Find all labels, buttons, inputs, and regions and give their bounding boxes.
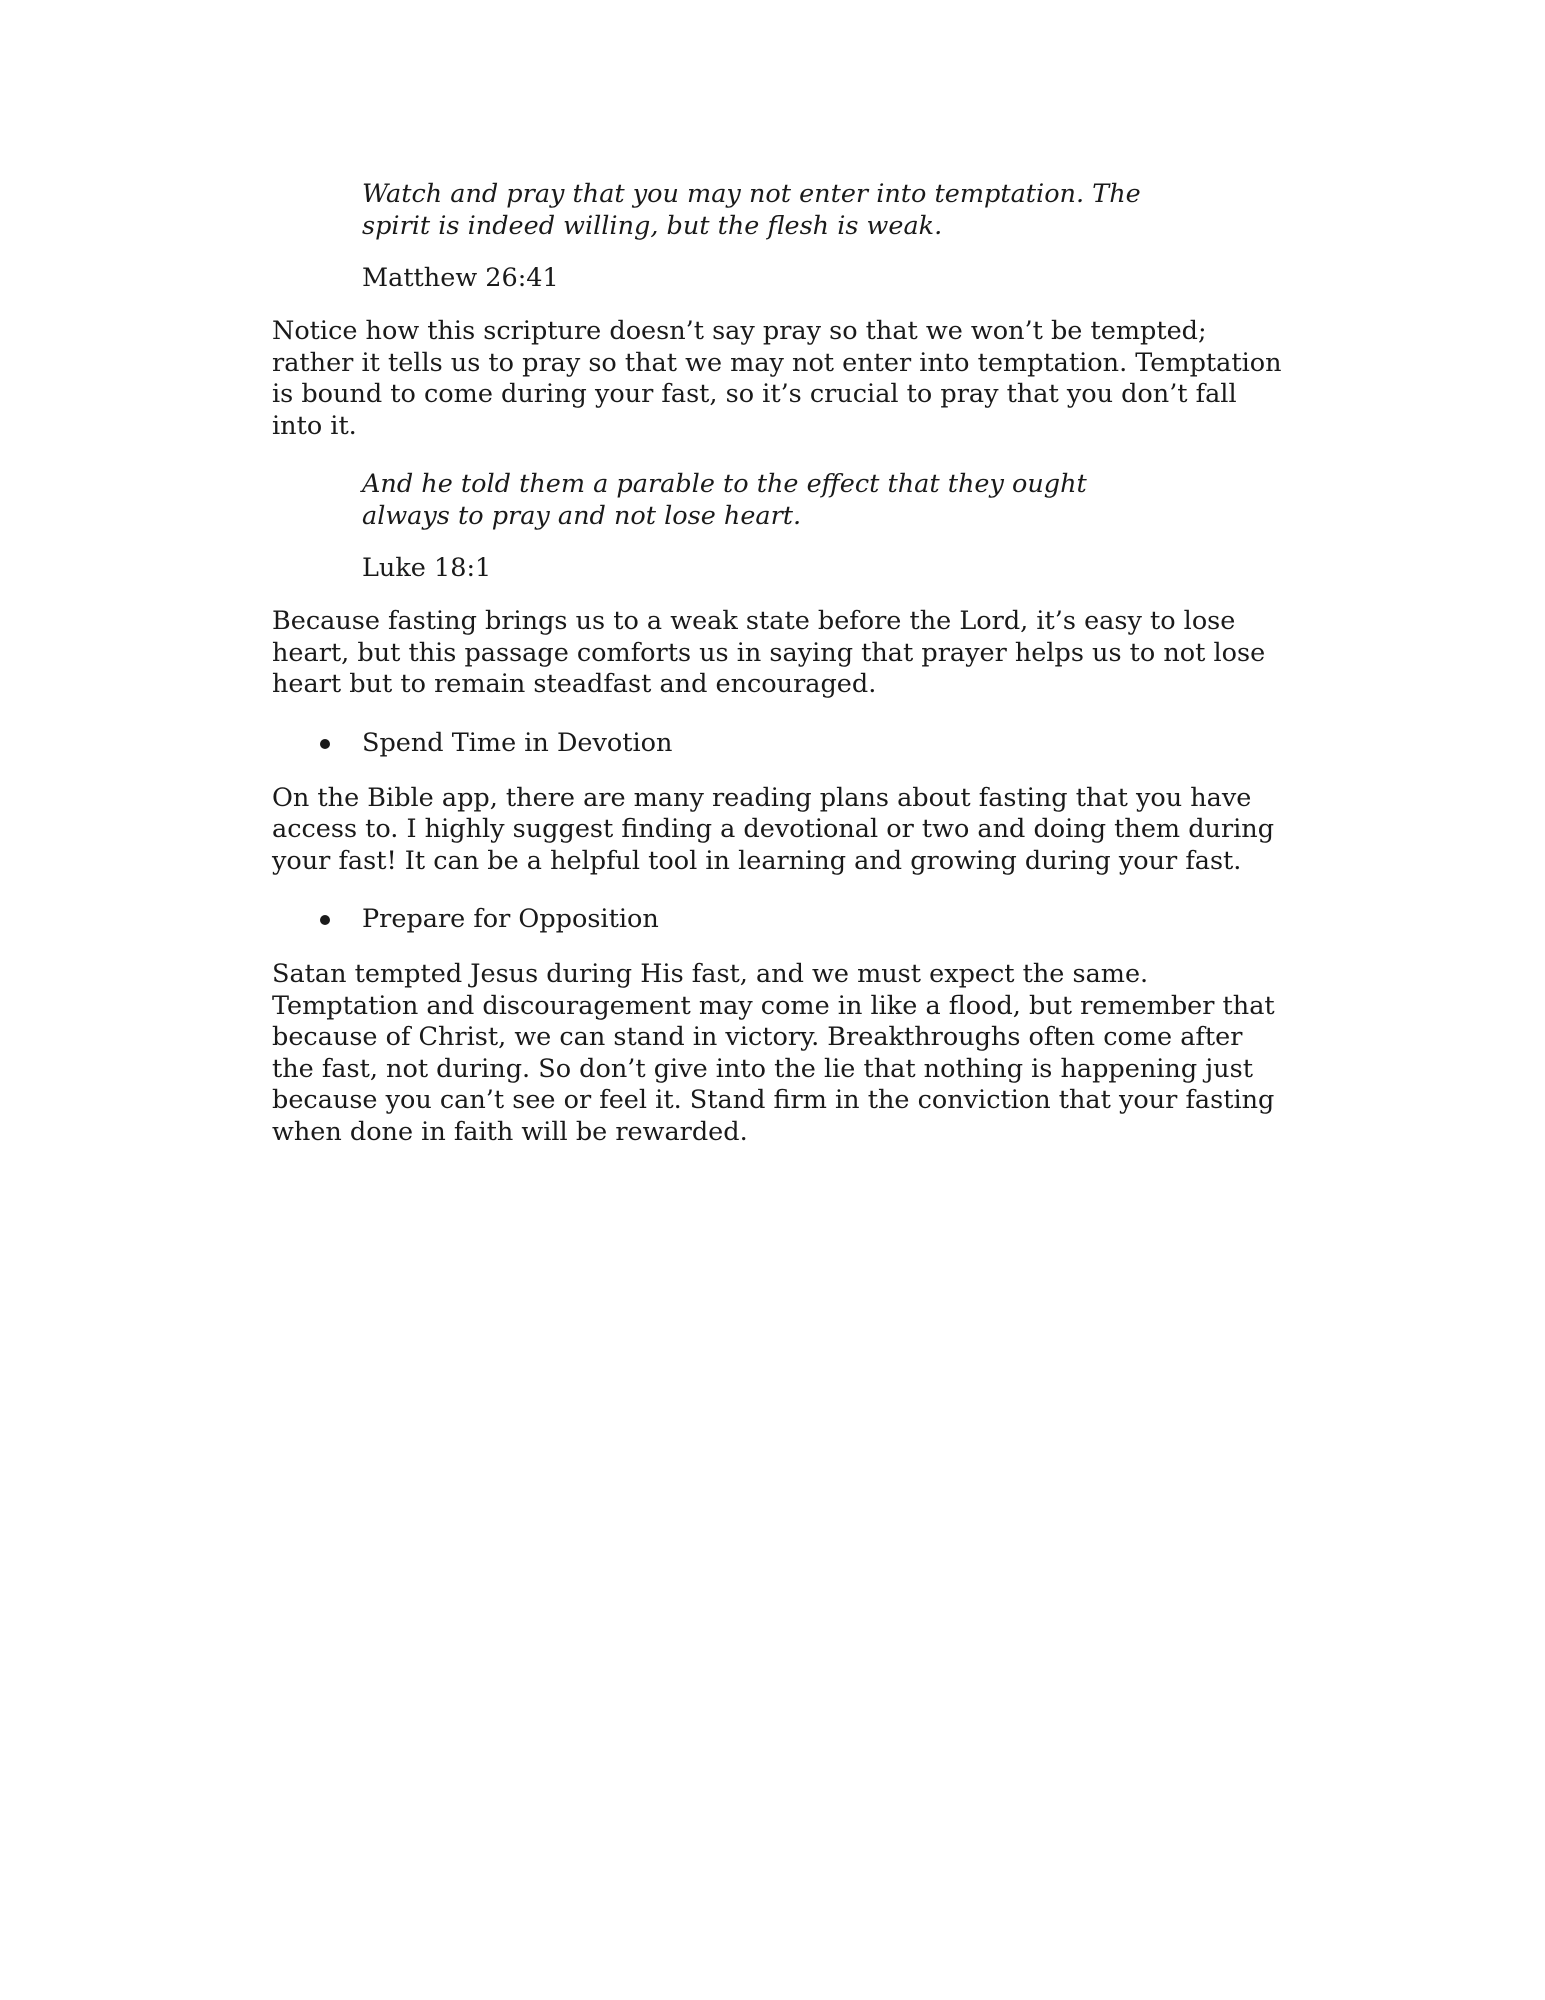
scripture-reference-luke: Luke 18:1	[362, 553, 492, 583]
scripture-quote-luke: And he told them a parable to the effect that they ought always to pray and not lose heart.	[362, 469, 1087, 531]
paragraph-bible-app: On the Bible app, there are many reading plans about fasting that you have access to. I highly suggest finding a devotional or two and doing them during your fast! It can be a helpful tool in learning and growing during your fast.	[272, 782, 1275, 876]
bullet-item-opposition	[362, 903, 1282, 935]
paragraph-satan-tempted: Satan tempted Jesus during His fast, and we must expect the same. Temptation and discouragement may come in like a flood, but remember that because of Christ, we can stand in victory. Breakthroughs often come after the fast, not during. So don’t give into the lie that nothing is happening just because you can’t see or feel it. Stand firm in the conviction that your fasting when done in faith will be rewarded.	[272, 959, 1275, 1147]
bullet-label-opposition: Prepare for Opposition	[362, 904, 659, 934]
scripture-reference-matthew: Matthew 26:41	[362, 263, 559, 293]
bullet-label-devotion: Spend Time in Devotion	[362, 727, 673, 758]
bullet-item-devotion	[362, 727, 1282, 759]
paragraph-temptation: Notice how this scripture doesn’t say pray so that we won’t be tempted; rather it tells us to pray so that we may not enter into temptation. Temptation is bound to come during your fast, so it’s crucial to pray that you don’t fall into it.	[272, 316, 1282, 441]
bullet-dot-icon	[320, 915, 330, 925]
scripture-quote-matthew: Watch and pray that you may not enter into temptation. The spirit is indeed willing, but the flesh is weak.	[362, 179, 1141, 241]
document-page	[272, 178, 1282, 1174]
paragraph-lose-heart: Because fasting brings us to a weak state before the Lord, it’s easy to lose heart, but this passage comforts us in saying that prayer helps us to not lose heart but to remain steadfast and encouraged.	[272, 606, 1266, 699]
bullet-dot-icon	[320, 739, 330, 749]
